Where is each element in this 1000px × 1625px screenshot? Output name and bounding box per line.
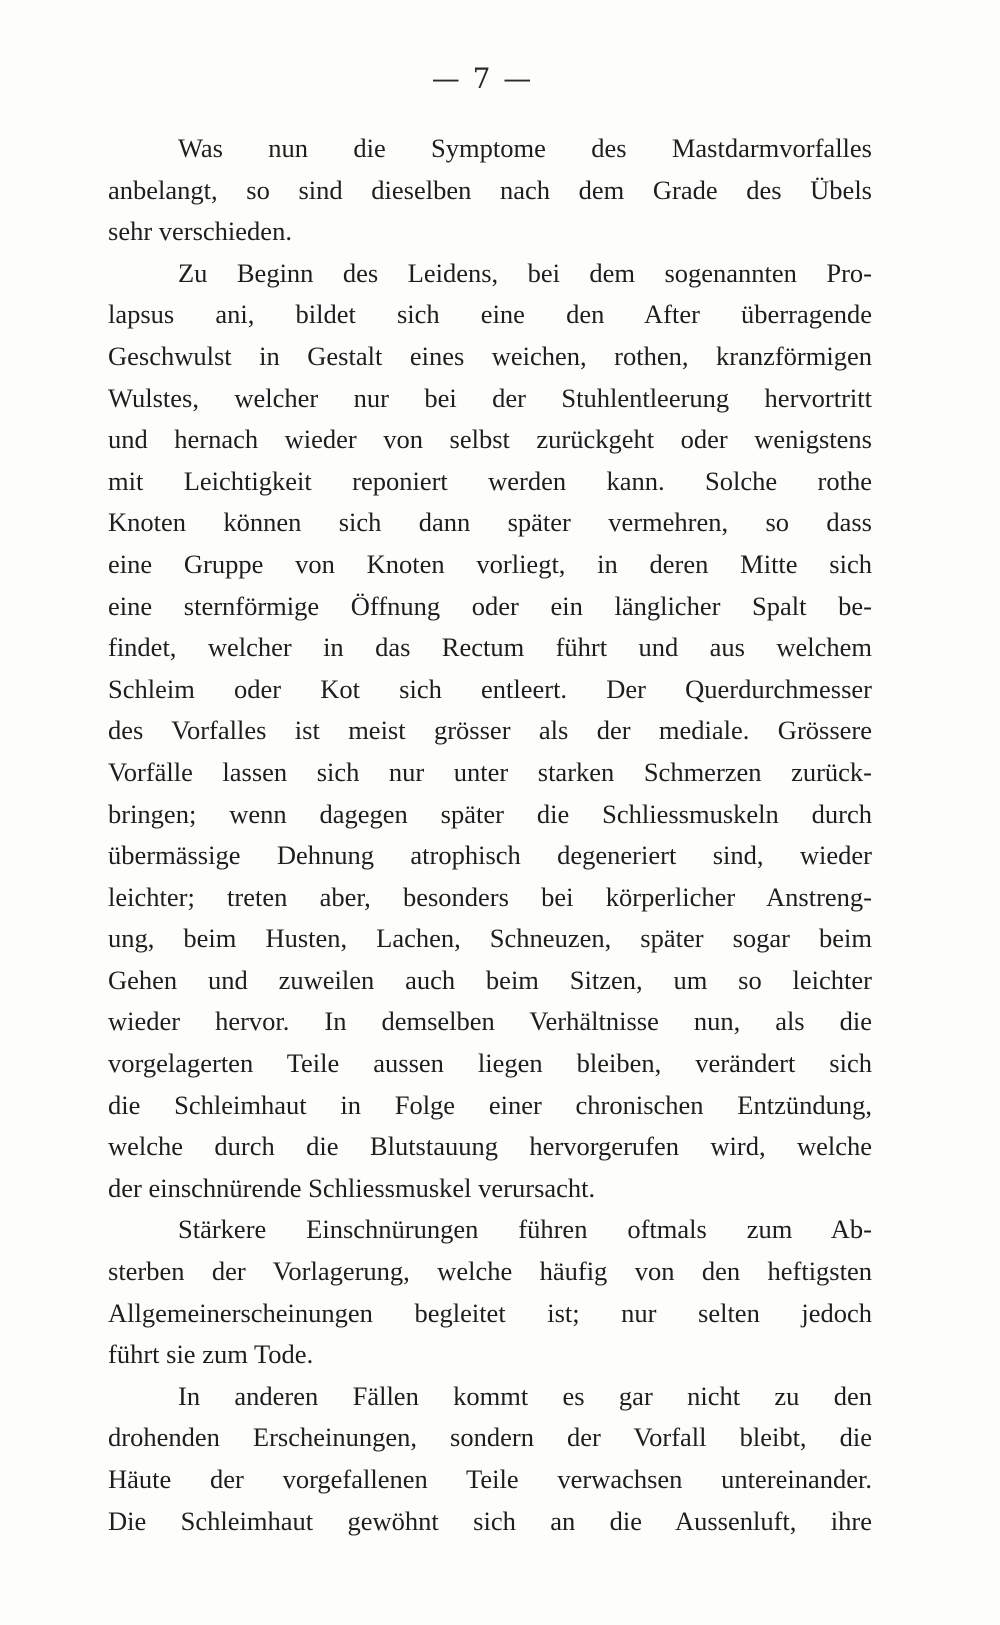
- text-line: eine sternförmige Öffnung oder ein länglicher Spalt be-: [108, 590, 872, 621]
- text-line: Vorfälle lassen sich nur unter starken Schmerzen zurück-: [108, 756, 872, 787]
- text-line: sehr verschieden.: [108, 216, 292, 247]
- text-line: mit Leichtigkeit reponiert werden kann. Solche rothe: [108, 465, 872, 496]
- text-line: und hernach wieder von selbst zurückgeht oder wenigstens: [108, 424, 872, 455]
- text-line: der einschnürende Schliessmuskel verursacht.: [108, 1172, 596, 1203]
- text-line: Geschwulst in Gestalt eines weichen, rothen, kranzförmigen: [108, 340, 872, 371]
- text-line: Allgemeinerscheinungen begleitet ist; nur selten jedoch: [108, 1297, 872, 1328]
- body-text: [108, 128, 872, 1542]
- text-line: vorgelagerten Teile aussen liegen bleiben, verändert sich: [108, 1048, 872, 1079]
- text-line: Gehen und zuweilen auch beim Sitzen, um so leichter: [108, 964, 872, 995]
- text-line: eine Gruppe von Knoten vorliegt, in deren Mitte sich: [108, 548, 872, 579]
- text-line: Wulstes, welcher nur bei der Stuhlentleerung hervortritt: [108, 382, 872, 413]
- text-line: übermässige Dehnung atrophisch degeneriert sind, wieder: [108, 840, 872, 871]
- text-line: lapsus ani, bildet sich eine den After überragende: [108, 299, 872, 330]
- text-line: In anderen Fällen kommt es gar nicht zu den: [178, 1380, 872, 1411]
- text-line: Zu Beginn des Leidens, bei dem sogenannten Pro-: [178, 257, 872, 288]
- text-line: ung, beim Husten, Lachen, Schneuzen, später sogar beim: [108, 923, 872, 954]
- text-line: die Schleimhaut in Folge einer chronischen Entzündung,: [108, 1089, 872, 1120]
- text-line: Häute der vorgefallenen Teile verwachsen untereinander.: [108, 1464, 872, 1494]
- text-line: Die Schleimhaut gewöhnt sich an die Aussenluft, ihre: [108, 1505, 872, 1536]
- text-line: leichter; treten aber, besonders bei körperlicher Anstreng-: [108, 881, 872, 912]
- text-line: bringen; wenn dagegen später die Schliessmuskeln durch: [108, 798, 872, 829]
- text-line: welche durch die Blutstauung hervorgerufen wird, welche: [108, 1131, 872, 1162]
- page-number: — 7 —: [431, 62, 534, 95]
- text-line: Stärkere Einschnürungen führen oftmals zum Ab-: [178, 1214, 872, 1245]
- text-line: findet, welcher in das Rectum führt und aus welchem: [108, 632, 872, 663]
- text-line: führt sie zum Tode.: [108, 1339, 314, 1370]
- text-line: drohenden Erscheinungen, sondern der Vorfall bleibt, die: [108, 1422, 872, 1453]
- text-line: des Vorfalles ist meist grösser als der mediale. Grössere: [108, 715, 872, 746]
- text-line: wieder hervor. In demselben Verhältnisse nun, als die: [108, 1006, 872, 1037]
- text-line: Knoten können sich dann später vermehren, so dass: [108, 507, 872, 538]
- text-line: Schleim oder Kot sich entleert. Der Querdurchmesser: [108, 673, 872, 704]
- text-line: Was nun die Symptome des Mastdarmvorfalles: [178, 133, 872, 163]
- text-line: anbelangt, so sind dieselben nach dem Grade des Übels: [108, 174, 872, 205]
- text-line: sterben der Vorlagerung, welche häufig von den heftigsten: [108, 1256, 872, 1287]
